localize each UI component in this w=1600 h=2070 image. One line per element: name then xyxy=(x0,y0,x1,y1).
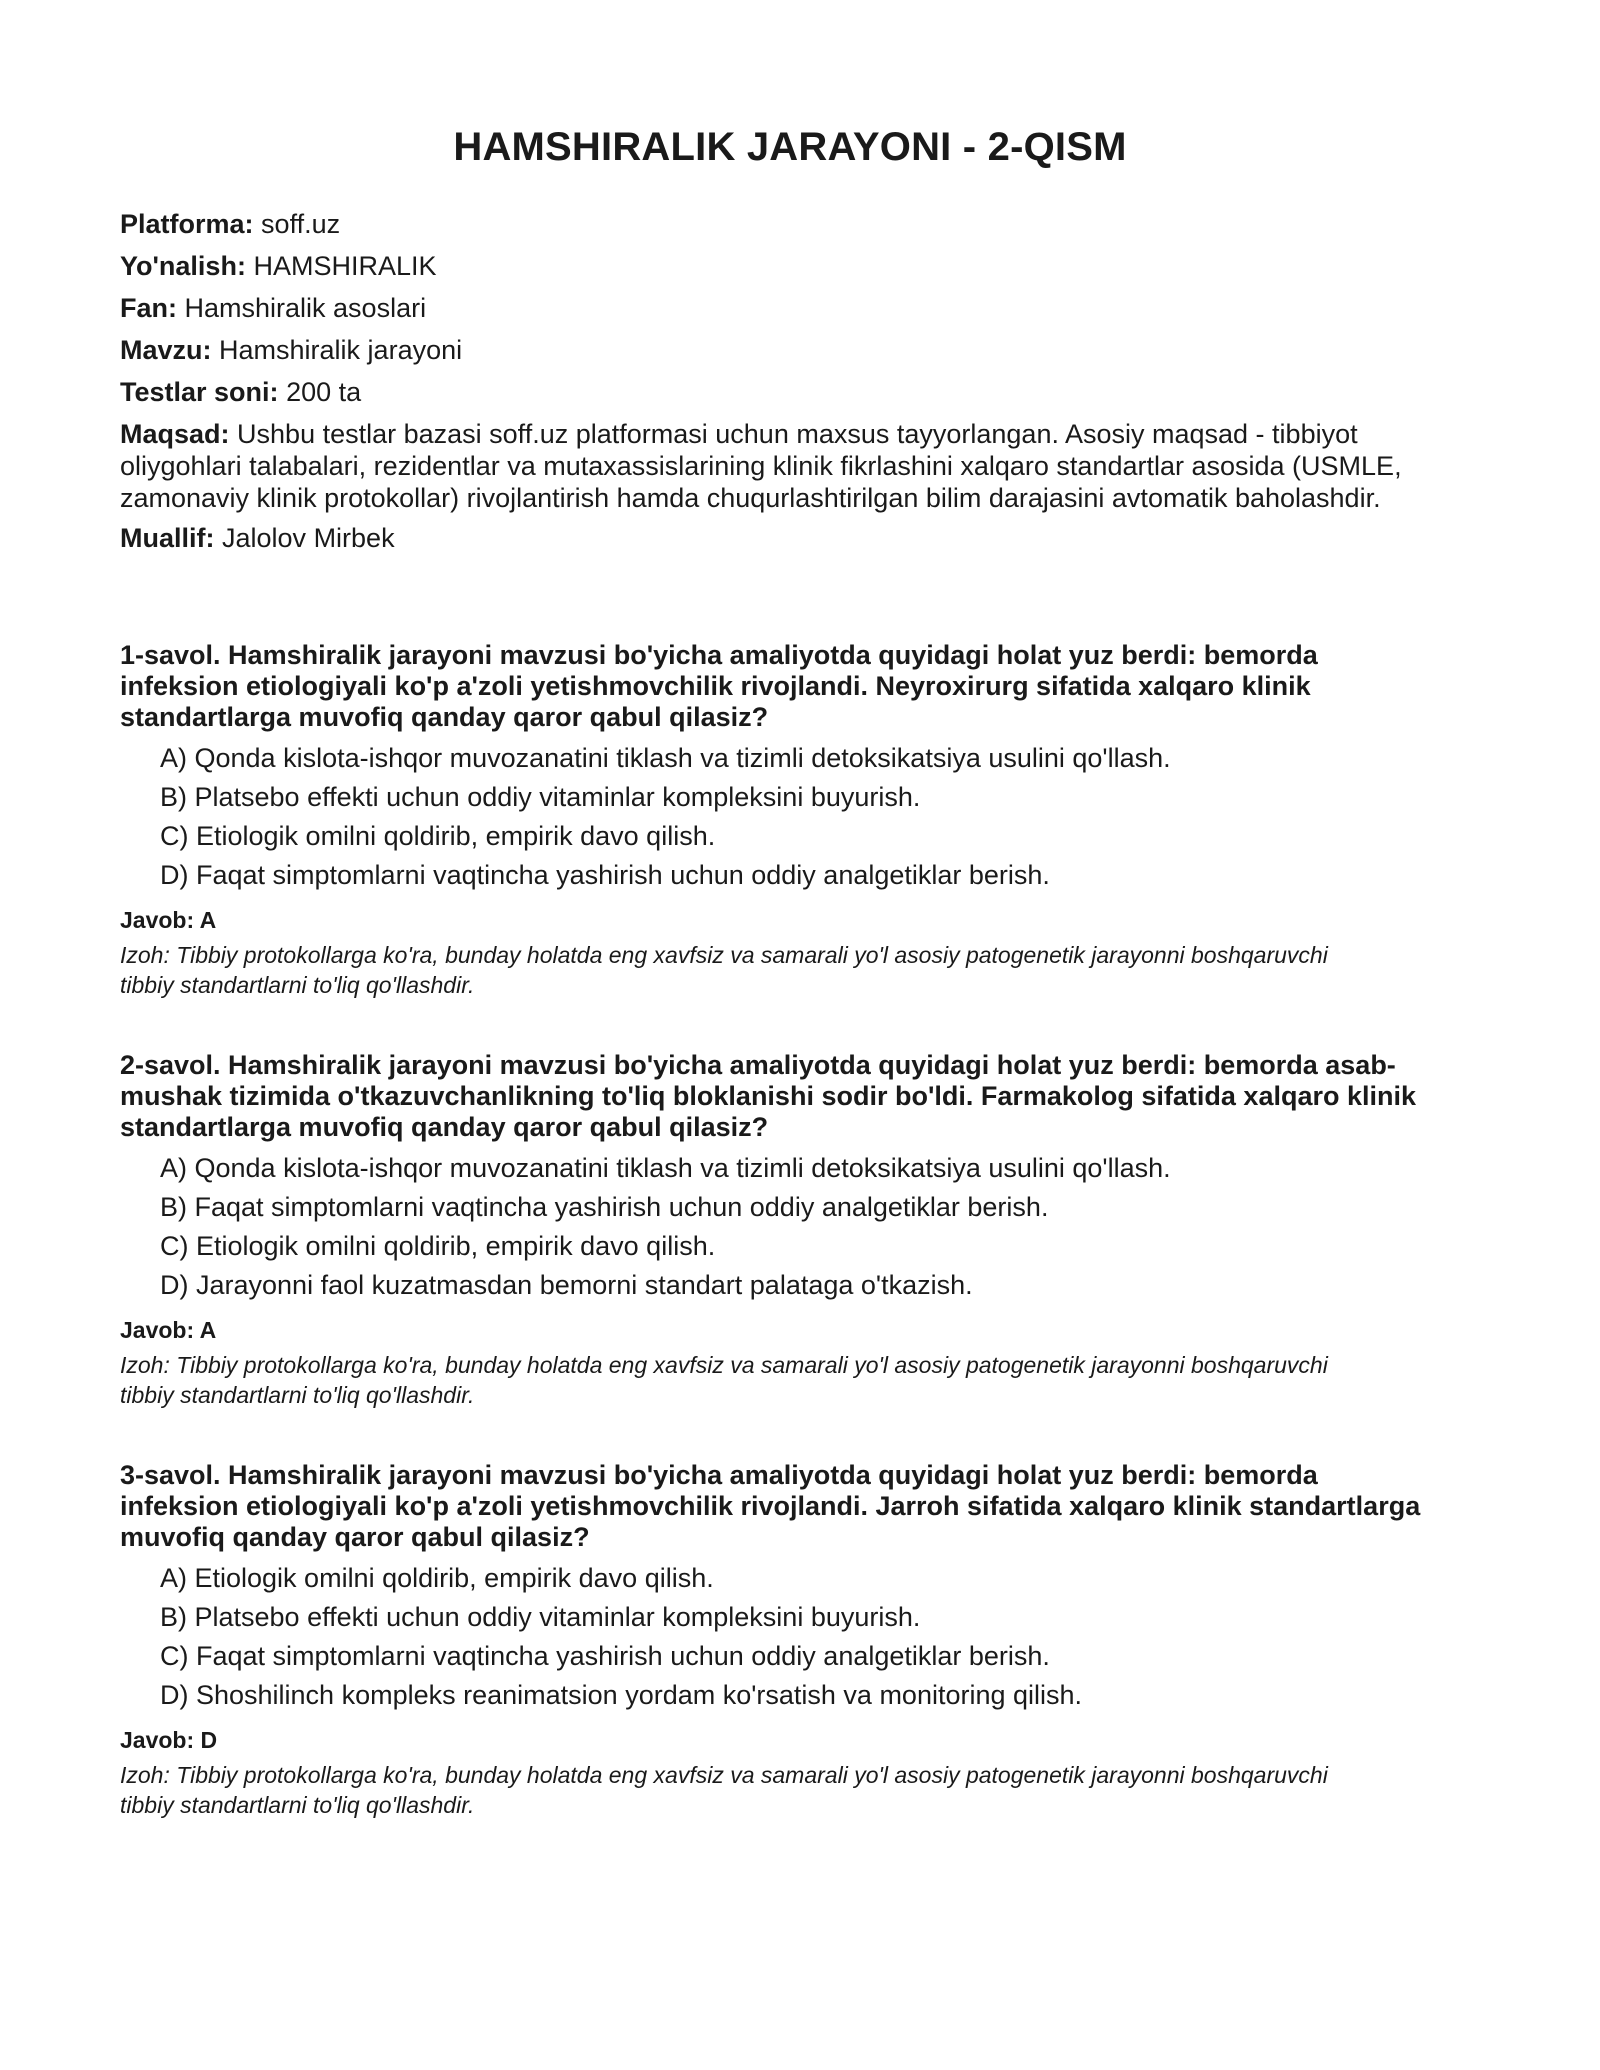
document-page xyxy=(120,0,1440,1870)
meta-topic xyxy=(120,334,1440,366)
meta-label: Muallif: xyxy=(120,523,215,553)
meta-label: Fan: xyxy=(120,293,177,323)
meta-value: 200 ta xyxy=(286,377,362,407)
question-block xyxy=(120,1460,1440,1820)
meta-label: Mavzu: xyxy=(120,335,212,365)
meta-test-count xyxy=(120,376,1440,408)
correct-answer: Javob: D xyxy=(120,1727,218,1753)
answer-option: C) Etiologik omilni qoldirib, empirik davo qilish. xyxy=(160,821,716,851)
answer-option: D) Jarayonni faol kuzatmasdan bemorni standart palataga o'tkazish. xyxy=(160,1270,973,1300)
explanation-note: Izoh: Tibbiy protokollarga ko'ra, bunday holatda eng xavfsiz va samarali yo'l asosiy patogenetik jarayonni boshqaruvchi tibbiy standartlarni to'liq qo'llashdir. xyxy=(120,942,1328,998)
question-text: 3-savol. Hamshiralik jarayoni mavzusi bo'yicha amaliyotda quyidagi holat yuz berdi: bemorda infeksion etiologiyali ko'p a'zoli yetishmovchilik rivojlandi. Jarroh sifatida xalqaro klinik standartlarga muvofiq qanday qaror qabul qilasiz? xyxy=(120,1460,1421,1552)
meta-value: Hamshiralik asoslari xyxy=(184,293,427,323)
answer-option: B) Platsebo effekti uchun oddiy vitaminlar kompleksini buyurish. xyxy=(160,782,921,812)
meta-value: soff.uz xyxy=(261,209,341,239)
question-block xyxy=(120,640,1440,1000)
explanation-note: Izoh: Tibbiy protokollarga ko'ra, bunday holatda eng xavfsiz va samarali yo'l asosiy patogenetik jarayonni boshqaruvchi tibbiy standartlarni to'liq qo'llashdir. xyxy=(120,1352,1328,1408)
meta-value: HAMSHIRALIK xyxy=(253,251,437,281)
answer-option: B) Faqat simptomlarni vaqtincha yashirish uchun oddiy analgetiklar berish. xyxy=(160,1192,1049,1222)
answer-option: D) Faqat simptomlarni vaqtincha yashirish uchun oddiy analgetiklar berish. xyxy=(160,860,1050,890)
meta-label: Platforma: xyxy=(120,209,254,239)
answer-option: A) Etiologik omilni qoldirib, empirik davo qilish. xyxy=(160,1563,714,1593)
answer-option: B) Platsebo effekti uchun oddiy vitaminlar kompleksini buyurish. xyxy=(160,1602,921,1632)
correct-answer: Javob: A xyxy=(120,907,217,933)
meta-subject xyxy=(120,292,1440,324)
questions-section xyxy=(120,640,1440,1820)
meta-purpose xyxy=(120,418,1440,514)
explanation-note: Izoh: Tibbiy protokollarga ko'ra, bunday holatda eng xavfsiz va samarali yo'l asosiy patogenetik jarayonni boshqaruvchi tibbiy standartlarni to'liq qo'llashdir. xyxy=(120,1762,1328,1818)
meta-direction xyxy=(120,250,1440,282)
meta-platform xyxy=(120,208,1440,240)
document-title: HAMSHIRALIK JARAYONI - 2-QISM xyxy=(453,125,1127,169)
question-text: 2-savol. Hamshiralik jarayoni mavzusi bo'yicha amaliyotda quyidagi holat yuz berdi: bemorda asab-mushak tizimida o'tkazuvchanlikning to'liq bloklanishi sodir bo'ldi. Farmakolog sifatida xalqaro klinik standartlarga muvofiq qanday qaror qabul qilasiz? xyxy=(120,1050,1416,1142)
meta-author xyxy=(120,522,1440,554)
meta-value: Ushbu testlar bazasi soff.uz platformasi uchun maxsus tayyorlangan. Asosiy maqsad - tibbiyot oliygohlari talabalari, rezidentlar va mutaxassislarining klinik fikrlashini xalqaro standartlar asosida (USMLE, zamonaviy klinik protokollar) rivojlantirish hamda chuqurlashtirilgan bilim darajasini avtomatik baholashdir. xyxy=(120,419,1402,513)
metadata-section xyxy=(120,208,1440,554)
meta-value: Jalolov Mirbek xyxy=(222,523,395,553)
answer-option: C) Faqat simptomlarni vaqtincha yashirish uchun oddiy analgetiklar berish. xyxy=(160,1641,1050,1671)
meta-value: Hamshiralik jarayoni xyxy=(219,335,463,365)
answer-option: A) Qonda kislota-ishqor muvozanatini tiklash va tizimli detoksikatsiya usulini qo'llash. xyxy=(160,743,1171,773)
answer-option: D) Shoshilinch kompleks reanimatsion yordam ko'rsatish va monitoring qilish. xyxy=(160,1680,1083,1710)
question-text: 1-savol. Hamshiralik jarayoni mavzusi bo'yicha amaliyotda quyidagi holat yuz berdi: bemorda infeksion etiologiyali ko'p a'zoli yetishmovchilik rivojlandi. Neyroxirurg sifatida xalqaro klinik standartlarga muvofiq qanday qaror qabul qilasiz? xyxy=(120,640,1318,732)
meta-label: Yo'nalish: xyxy=(120,251,246,281)
correct-answer: Javob: A xyxy=(120,1317,217,1343)
meta-label: Maqsad: xyxy=(120,419,230,449)
question-block xyxy=(120,1050,1440,1410)
meta-label: Testlar soni: xyxy=(120,377,279,407)
answer-option: A) Qonda kislota-ishqor muvozanatini tiklash va tizimli detoksikatsiya usulini qo'llash. xyxy=(160,1153,1171,1183)
answer-option: C) Etiologik omilni qoldirib, empirik davo qilish. xyxy=(160,1231,716,1261)
